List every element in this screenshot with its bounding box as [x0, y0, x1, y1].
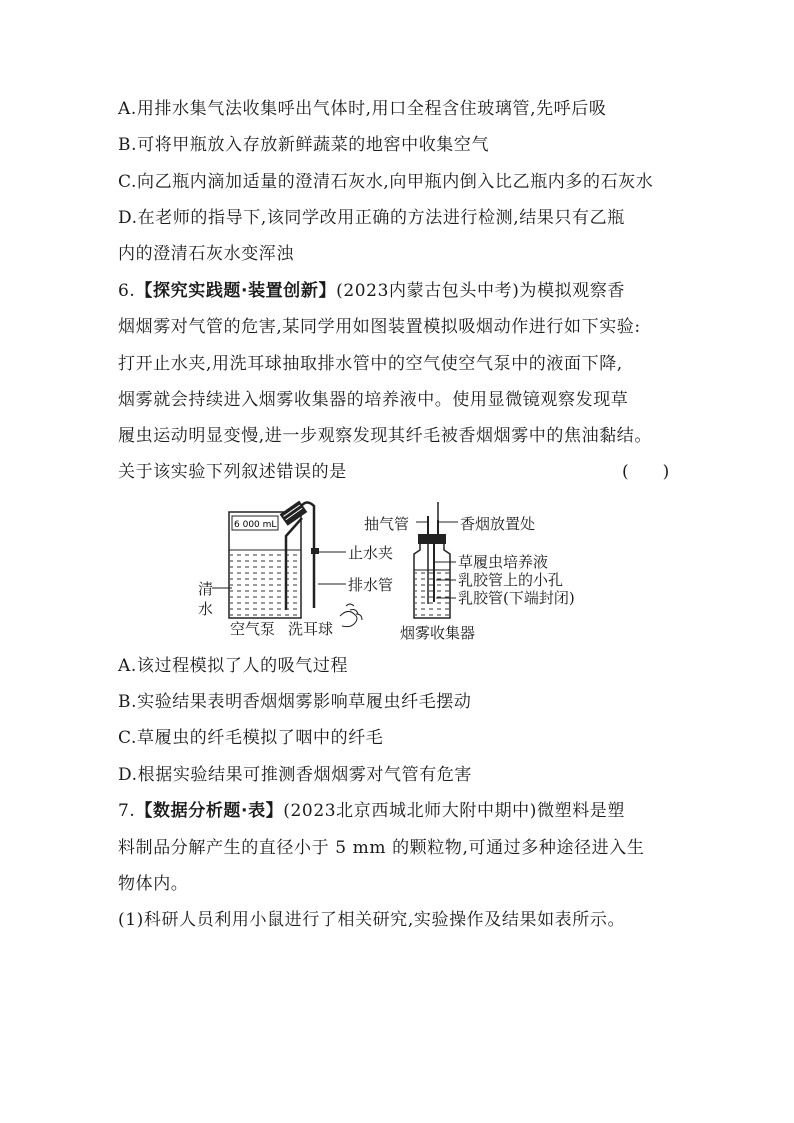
q6-option-b: B.实验结果表明香烟烟雾影响草履虫纤毛摆动 [118, 692, 472, 712]
q5-option-d: D.在老师的指导下,该同学改用正确的方法进行检测,结果只有乙瓶 [118, 208, 625, 228]
answer-blank: ( ) [622, 462, 670, 482]
q6-stem-line5: 履虫运动明显变慢,进一步观察发现其纤毛被香烟烟雾中的焦油黏结。 [118, 426, 653, 446]
q6-source: (2023内蒙古包头中考)为模拟观察香 [336, 281, 626, 301]
q5-option-a: A.用排水集气法收集呼出气体时,用口全程含住玻璃管,先呼后吸 [118, 99, 607, 119]
apparatus-figure [196, 492, 616, 648]
label-culture: 草履虫培养液 [458, 553, 549, 571]
label-hole: 乳胶管上的小孔 [458, 571, 564, 589]
bottle-volume-label: 6 000 mL [234, 520, 277, 530]
q6-stem-line1 [118, 280, 625, 302]
label-suction-tube: 抽气管 [364, 515, 410, 533]
label-water: 清 [198, 580, 214, 598]
label-cigarette-spot: 香烟放置处 [460, 515, 536, 533]
q6-option-d: D.根据实验结果可推测香烟烟雾对气管有危害 [118, 765, 473, 785]
q7-stem-line2: 料制品分解产生的直径小于 5 mm 的颗粒物,可通过多种途径进入生 [118, 838, 645, 858]
q6-stem-line2: 烟烟雾对气管的危害,某同学用如图装置模拟吸烟动作进行如下实验: [118, 317, 641, 337]
q6-stem-line3: 打开止水夹,用洗耳球抽取排水管中的空气使空气泵中的液面下降, [118, 354, 623, 374]
q5-option-d-cont: 内的澄清石灰水变浑浊 [118, 244, 294, 264]
label-air-pump: 空气泵 [230, 620, 276, 638]
q7-stem-line3: 物体内。 [118, 874, 189, 894]
q6-stem-line6: 关于该实验下列叙述错误的是 [118, 462, 347, 482]
ear-bulb-sketch [340, 604, 362, 627]
q6-stem-line4: 烟雾就会持续进入烟雾收集器的培养液中。使用显微镜观察发现草 [118, 390, 629, 410]
label-drain-tube: 排水管 [348, 576, 394, 594]
label-water-2: 水 [198, 600, 214, 618]
q6-tag: 【探究实践题·装置创新】 [135, 281, 337, 301]
label-ear-bulb: 洗耳球 [288, 620, 334, 638]
q6-option-c: C.草履虫的纤毛模拟了咽中的纤毛 [118, 728, 384, 748]
q5-option-b: B.可将甲瓶放入存放新鲜蔬菜的地窖中收集空气 [118, 135, 490, 155]
air-pump-bottle [229, 501, 307, 618]
label-collector: 烟雾收集器 [400, 624, 476, 642]
q6-option-a: A.该过程模拟了人的吸气过程 [118, 656, 349, 676]
q5-option-c: C.向乙瓶内滴加适量的澄清石灰水,向甲瓶内倒入比乙瓶内多的石灰水 [118, 172, 654, 192]
q7-stem-line1 [118, 800, 625, 822]
q6-number: 6. [118, 281, 136, 301]
q7-sub-question-1: (1)科研人员利用小鼠进行了相关研究,实验操作及结果如表所示。 [118, 910, 626, 930]
label-stopcock: 止水夹 [348, 544, 394, 562]
q7-tag: 【数据分析题·表】 [135, 801, 284, 821]
label-rubber-tube: 乳胶管(下端封闭) [458, 589, 575, 607]
stopcock-clamp [311, 548, 319, 554]
q7-number: 7. [118, 801, 136, 821]
smoke-collector-bottle [414, 502, 450, 618]
q7-source: (2023北京西城北师大附中期中)微塑料是塑 [283, 801, 626, 821]
